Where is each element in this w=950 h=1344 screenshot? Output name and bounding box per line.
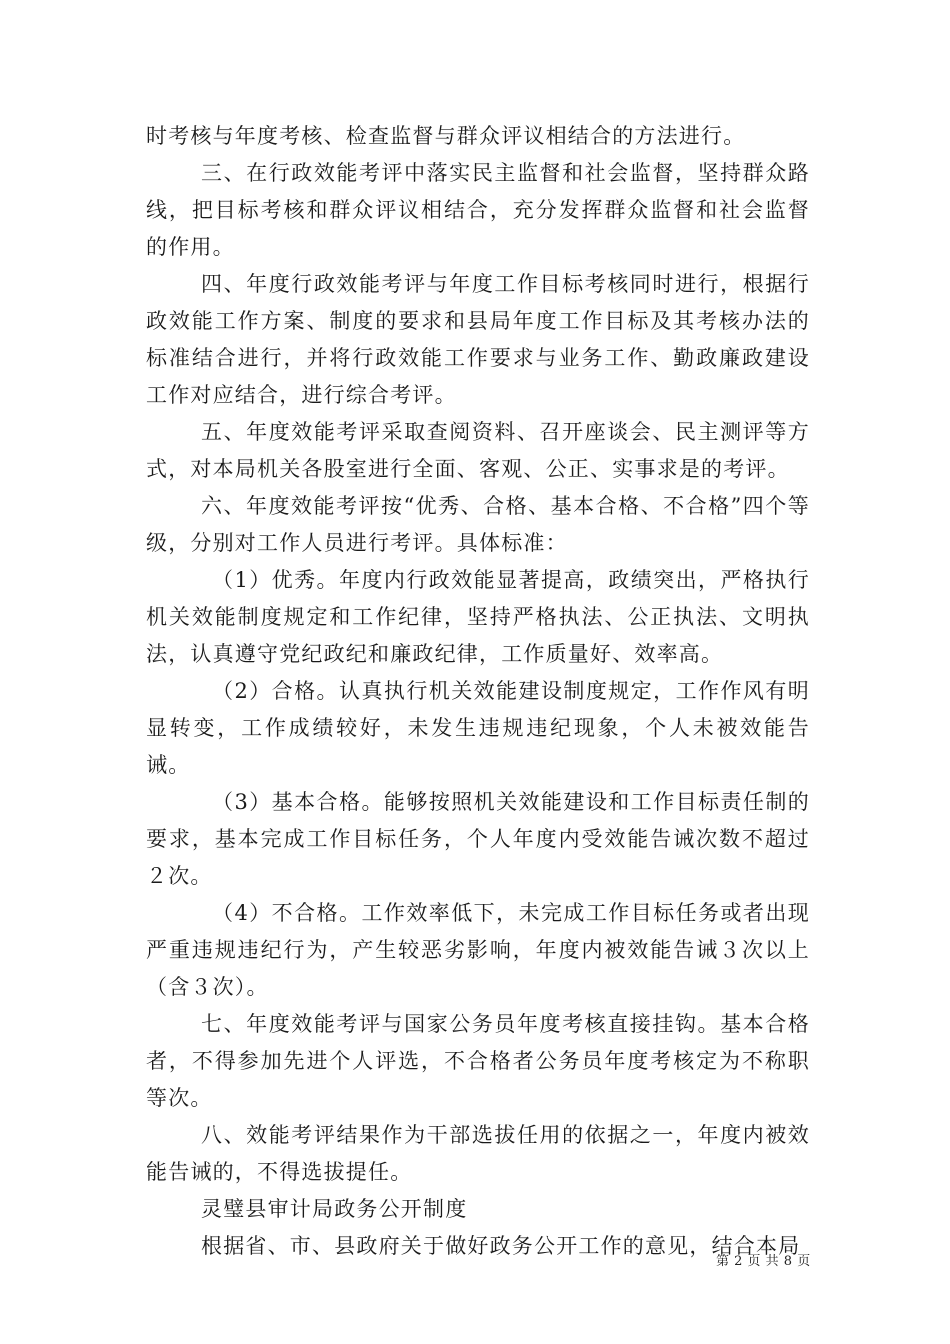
paragraph-grade-unqualified: （4）不合格。工作效率低下，未完成工作目标任务或者出现严重违规违纪行为，产生较恶劣影响，年度内被效能告诫３次以上（含３次）。: [146, 901, 810, 999]
paragraph-grade-qualified: （2）合格。认真执行机关效能建设制度规定，工作作风有明显转变，工作成绩较好，未发生违规违纪现象，个人未被效能告诫。: [146, 679, 810, 777]
paragraph-item-6: 六、年度效能考评按“优秀、合格、基本合格、不合格”四个等级，分别对工作人员进行考评。具体标准：: [146, 494, 810, 555]
page-number: 第 2 页 共 8 页: [716, 1254, 811, 1269]
section-title: 灵璧县审计局政务公开制度: [201, 1197, 468, 1221]
paragraph-item-7: 七、年度效能考评与国家公务员年度考核直接挂钩。基本合格者，不得参加先进个人评选，不合格者公务员年度考核定为不称职等次。: [146, 1012, 810, 1110]
paragraph-item-5: 五、年度效能考评采取查阅资料、召开座谈会、民主测评等方式，对本局机关各股室进行全面、客观、公正、实事求是的考评。: [146, 420, 810, 481]
paragraph-grade-excellent: （1）优秀。年度内行政效能显著提高，政绩突出，严格执行机关效能制度规定和工作纪律，坚持严格执法、公正执法、文明执法，认真遵守党纪政纪和廉政纪律，工作质量好、效率高。: [146, 568, 810, 666]
paragraph-grade-basically-qualified: （3）基本合格。能够按照机关效能建设和工作目标责任制的要求，基本完成工作目标任务，个人年度内受效能告诫次数不超过２次。: [146, 790, 810, 888]
paragraph-continuation: 时考核与年度考核、检查监督与群众评议相结合的方法进行。: [146, 124, 746, 148]
paragraph-item-3: 三、在行政效能考评中落实民主监督和社会监督，坚持群众路线，把目标考核和群众评议相结合，充分发挥群众监督和社会监督的作用。: [146, 161, 810, 259]
paragraph-intro: 根据省、市、县政府关于做好政务公开工作的意见，结合本局: [201, 1234, 801, 1258]
paragraph-item-8: 八、效能考评结果作为干部选拔任用的依据之一，年度内被效能告诫的，不得选拔提任。: [146, 1123, 810, 1184]
document-body: [146, 118, 810, 1265]
paragraph-item-4: 四、年度行政效能考评与年度工作目标考核同时进行，根据行政效能工作方案、制度的要求和县局年度工作目标及其考核办法的标准结合进行，并将行政效能工作要求与业务工作、勤政廉政建设工作对应结合，进行综合考评。: [146, 272, 810, 407]
